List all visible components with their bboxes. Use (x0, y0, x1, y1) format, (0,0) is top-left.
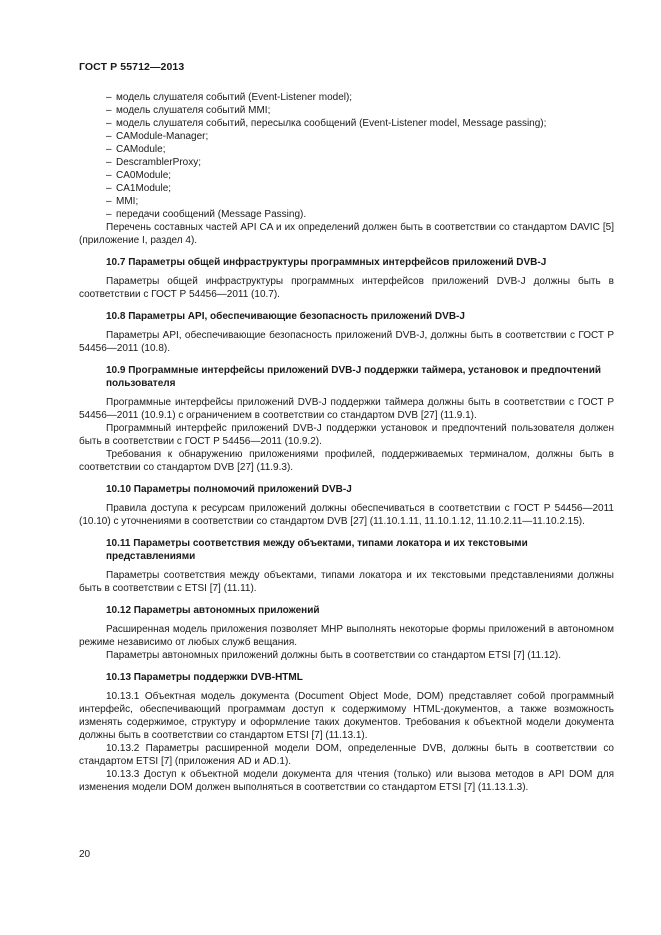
section-heading: 10.13 Параметры поддержки DVB-HTML (106, 672, 303, 683)
paragraph: 10.13.1 Объектная модель документа (Document Object Mode, DOM) представляет собой программный интерфейс, обеспечивающий программам доступ к содержимому HTML-документов, а также возможность изменять содержимое, структуру и оформление таких документов. Требования к объектной модели документа должны быть в соответствии со стандартом ETSI [7] (11.13.1). (79, 691, 614, 741)
list-item: – модель слушателя событий, пересылка сообщений (Event-Listener model, Message passing); (106, 117, 614, 130)
section-10-11 (79, 537, 614, 595)
paragraph: Программный интерфейс приложений DVB-J поддержки установок и предпочтений пользователя должен быть в соответствии с ГОСТ Р 54456—2011 (10.9.2). (79, 423, 614, 447)
paragraph: Требования к обнаружению приложениями профилей, поддерживаемых терминалом, должны быть в соответствии со стандартом DVB [27] (11.9.3). (79, 449, 614, 473)
section-10-10 (79, 483, 614, 528)
list-item: – модель слушателя событий MMI; (106, 104, 614, 117)
document-body (79, 91, 614, 794)
list-item: – CAModule; (106, 143, 614, 156)
list-item: – CA1Module; (106, 182, 614, 195)
list-item: – DescramblerProxy; (106, 156, 614, 169)
section-10-8 (79, 310, 614, 355)
section-10-13 (79, 671, 614, 794)
paragraph: Параметры автономных приложений должны быть в соответствии со стандартом ETSI [7] (11.12). (106, 650, 562, 661)
list-item: – передачи сообщений (Message Passing). (106, 208, 614, 221)
section-heading: 10.7 Параметры общей инфраструктуры программных интерфейсов приложений DVB-J (106, 257, 547, 268)
list-item: – CAModule-Manager; (106, 130, 614, 143)
document-header: ГОСТ Р 55712—2013 (79, 61, 185, 73)
section-heading: 10.10 Параметры полномочий приложений DVB-J (106, 484, 352, 495)
list-item: – модель слушателя событий (Event-Listener model); (106, 91, 614, 104)
paragraph: Программные интерфейсы приложений DVB-J поддержки таймера должны быть в соответствии с ГОСТ Р 54456—2011 (10.9.1) с ограничением в соответствии со стандартом DVB [27] (11.9.1). (79, 397, 614, 421)
section-10-9 (79, 364, 614, 474)
paragraph: Расширенная модель приложения позволяет МНР выполнять некоторые формы приложений в автономном режиме независимо от любых служб вещания. (79, 624, 614, 648)
list-item: – CA0Module; (106, 169, 614, 182)
list-item: – MMI; (106, 195, 614, 208)
paragraph: 10.13.3 Доступ к объектной модели документа для чтения (только) или вызова методов в API DOM для изменения модели DOM должен выполняться в соответствии со стандартом ETSI [7] (11.13.1.3). (79, 769, 614, 793)
paragraph: Правила доступа к ресурсам приложений должны обеспечиваться в соответствии с ГОСТ Р 54456—2011 (10.10) с уточнениями в соответствии со стандартом DVB [27] (11.10.1.11, 11.10.1.12, 11.10.2.11—11.10.2.15). (79, 503, 614, 527)
section-10-12 (79, 604, 614, 662)
paragraph: 10.13.2 Параметры расширенной модели DOM, определенные DVB, должны быть в соответствии со стандартом ETSI [7] (приложения AD и AD.1). (79, 743, 614, 767)
paragraph: Параметры API, обеспечивающие безопасность приложений DVB-J, должны быть в соответствии с ГОСТ Р 54456—2011 (10.8). (79, 330, 614, 354)
section-10-7 (79, 256, 614, 301)
page-number: 20 (79, 849, 91, 860)
section-heading: 10.8 Параметры API, обеспечивающие безопасность приложений DVB-J (106, 311, 465, 322)
section-heading: 10.11 Параметры соответствия между объектами, типами локатора и их текстовыми представлениями (106, 538, 528, 562)
section-heading: 10.12 Параметры автономных приложений (106, 605, 320, 616)
component-list (106, 91, 614, 221)
list-summary-paragraph: Перечень составных частей API CA и их определений должен быть в соответствии со стандартом DAVIC [5] (приложение I, раздел 4). (79, 222, 614, 246)
paragraph: Параметры общей инфраструктуры программных интерфейсов приложений DVB-J должны быть в соответствии с ГОСТ Р 54456—2011 (10.7). (79, 276, 614, 300)
section-heading: 10.9 Программные интерфейсы приложений DVB-J поддержки таймера, установок и предпочтений пользователя (106, 365, 601, 389)
paragraph: Параметры соответствия между объектами, типами локатора и их текстовыми представлениями должны быть в соответствии с ETSI [7] (11.11). (79, 570, 614, 594)
